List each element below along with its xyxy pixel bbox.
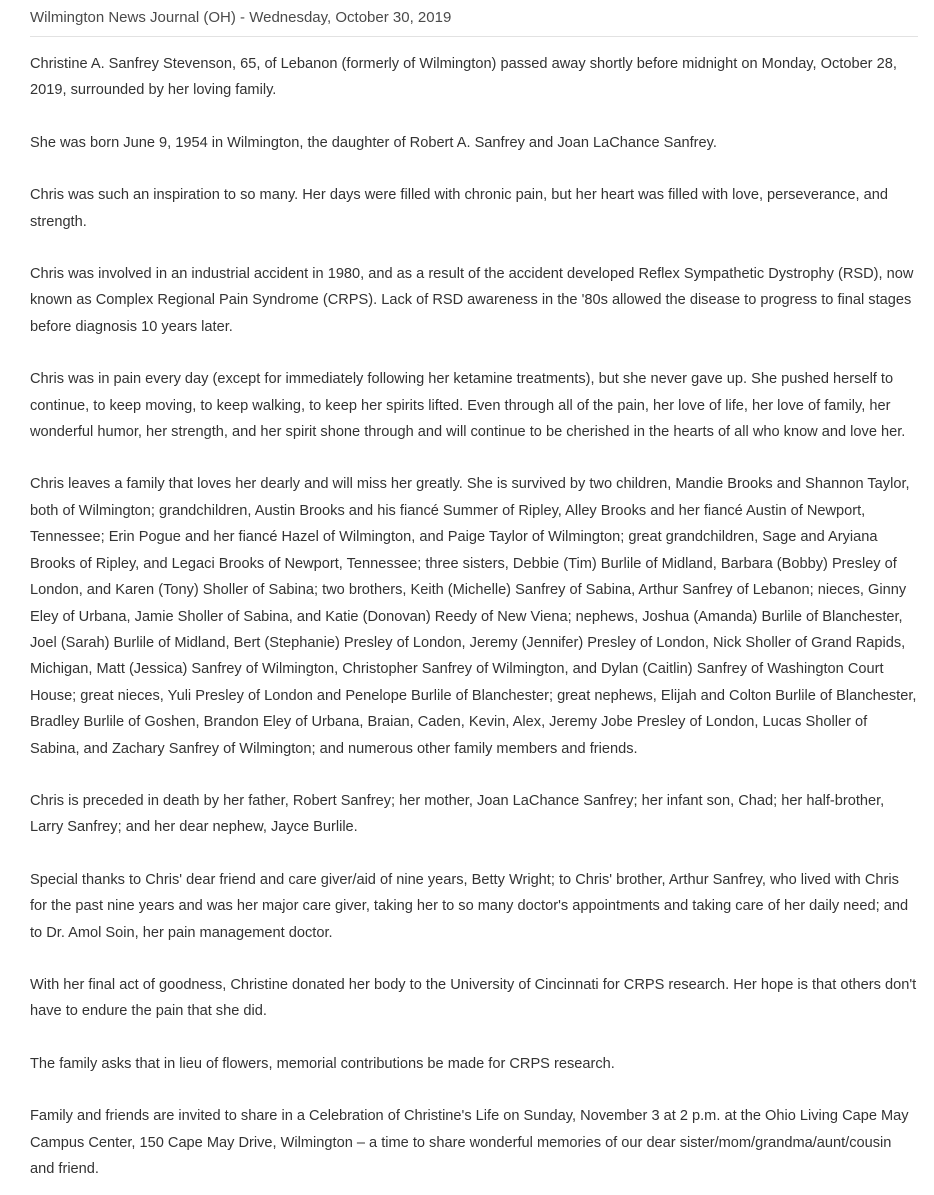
obituary-paragraph: Chris is preceded in death by her father, Robert Sanfrey; her mother, Joan LaChance Sanfrey; her infant son, Chad; her half-brother, Larry Sanfrey; and her dear nephew, Jayce Burlile.	[30, 792, 885, 836]
obituary-paragraph: Family and friends are invited to share in a Celebration of Christine's Life on Sunday, November 3 at 2 p.m. at the Ohio Living Cape May Campus Center, 150 Cape May Drive, Wilmington – a time to share wonderful memories of our dear sister/mom/grandma/aunt/cousin and friend.	[30, 1108, 909, 1177]
obituary-paragraph: Chris was in pain every day (except for immediately following her ketamine treatments), but she never gave up. She pushed herself to continue, to keep moving, to keep walking, to keep her spirits lifted. Even through all of the pain, her love of life, her love of family, her wonderful humor, her strength, and her spirit shone through and will continue to be cherished in the hearts of all who know and love her.	[30, 371, 906, 441]
obituary-body	[30, 51, 918, 1182]
obituary-paragraph: Chris was such an inspiration to so many. Her days were filled with chronic pain, but her heart was filled with love, perseverance, and strength.	[30, 187, 888, 230]
obituary-paragraph: With her final act of goodness, Christine donated her body to the University of Cincinnati for CRPS research. Her hope is that others don't have to endure the pain that she did.	[30, 976, 917, 1020]
obituary-paragraph: Chris leaves a family that loves her dearly and will miss her greatly. She is survived by two children, Mandie Brooks and Shannon Taylor, both of Wilmington; grandchildren, Austin Brooks and his fiancé Summer of Ripley, Alley Brooks and her fiancé Austin of Newport, Tennessee; Erin Pogue and her fiancé Hazel of Wilmington, and Paige Taylor of Wilmington; great grandchildren, Sage and Aryiana Brooks of Ripley, and Legaci Brooks of Newport, Tennessee; three sisters, Debbie (Tim) Burlile of Midland, Barbara (Bobby) Presley of London, and Karen (Tony) Sholler of Sabina; two brothers, Keith (Michelle) Sanfrey of Sabina, Arthur Sanfrey of Lebanon; nieces, Ginny Eley of Urbana, Jamie Sholler of Sabina, and Katie (Donovan) Reedy of New Viena; nephews, Joshua (Amanda) Burlile of Blanchester, Joel (Sarah) Burlile of Midland, Bert (Stephanie) Presley of London, Jeremy (Jennifer) Presley of London, Nick Sholler of Grand Rapids, Michigan, Matt (Jessica) Sanfrey of Wilmington, Christopher Sanfrey of Wilmington, and Dylan (Caitlin) Sanfrey of Washington Court House; great nieces, Yuli Presley of London and Penelope Burlile of Blanchester; great nephews, Elijah and Colton Burlile of Blanchester, Bradley Burlile of Goshen, Brandon Eley of Urbana, Braian, Caden, Kevin, Alex, Jeremy Jobe Presley of London, Lucas Sholler of Sabina, and Zachary Sanfrey of Wilmington; and numerous other family members and friends.	[30, 476, 917, 757]
obituary-paragraph: She was born June 9, 1954 in Wilmington, the daughter of Robert A. Sanfrey and Joan LaChance Sanfrey.	[30, 134, 717, 151]
obituary-paragraph: The family asks that in lieu of flowers, memorial contributions be made for CRPS research.	[30, 1055, 615, 1072]
obituary-paragraph: Chris was involved in an industrial accident in 1980, and as a result of the accident developed Reflex Sympathetic Dystrophy (RSD), now known as Complex Regional Pain Syndrome (CRPS). Lack of RSD awareness in the '80s allowed the disease to progress to final stages before diagnosis 10 years later.	[30, 266, 914, 335]
source-header: Wilmington News Journal (OH) - Wednesday, October 30, 2019	[30, 8, 918, 37]
obituary-paragraph: Christine A. Sanfrey Stevenson, 65, of Lebanon (formerly of Wilmington) passed away shortly before midnight on Monday, October 28, 2019, surrounded by her loving family.	[30, 56, 897, 99]
obituary-paragraph: Special thanks to Chris' dear friend and care giver/aid of nine years, Betty Wright; to Chris' brother, Arthur Sanfrey, who lived with Chris for the past nine years and was her major care giver, taking her to so many doctor's appointments and taking care of her daily need; and to Dr. Amol Soin, her pain management doctor.	[30, 871, 909, 941]
